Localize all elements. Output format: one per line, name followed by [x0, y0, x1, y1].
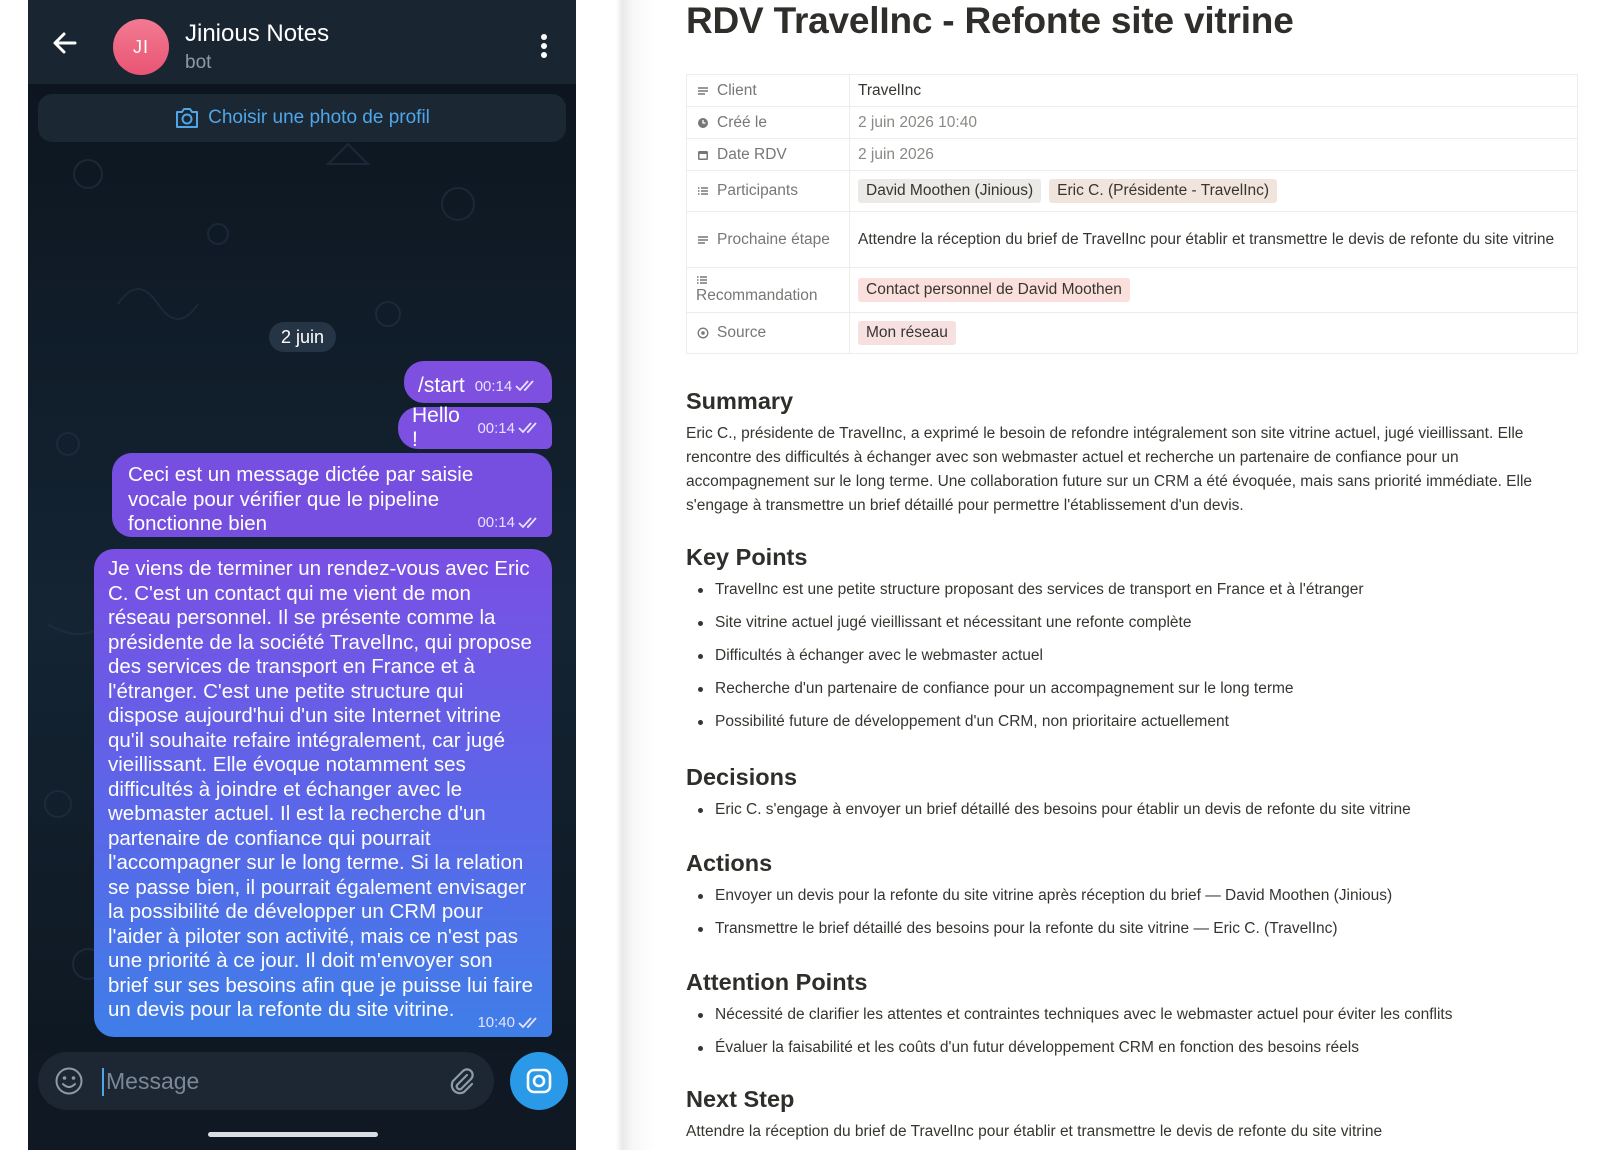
target-icon — [697, 327, 709, 339]
message-composer — [38, 1052, 494, 1110]
avatar-initials: JI — [132, 36, 149, 57]
message-input[interactable] — [106, 1064, 426, 1098]
paperclip-icon — [446, 1066, 478, 1098]
list-item: Difficultés à échanger avec le webmaster actuel — [686, 646, 1581, 666]
property-value[interactable]: Attendre la réception du brief de TravelInc pour établir et transmettre le devis de refonte du site vitrine — [858, 231, 1555, 248]
more-options-button[interactable] — [532, 30, 556, 62]
text-caret — [102, 1068, 104, 1096]
property-source[interactable] — [687, 313, 1577, 353]
message-text: Hello ! — [412, 404, 460, 451]
list-icon — [697, 186, 709, 196]
back-arrow-icon — [51, 29, 79, 57]
property-label: Créé le — [687, 107, 850, 138]
message-bubble[interactable] — [112, 453, 552, 537]
text-property-icon — [697, 235, 709, 245]
telegram-chat-window — [28, 0, 576, 1150]
section-heading-attention-points: Attention Points — [686, 969, 868, 995]
attach-button[interactable] — [446, 1066, 478, 1098]
avatar[interactable] — [113, 19, 169, 75]
property-client[interactable] — [687, 75, 1577, 107]
message-bubble[interactable] — [94, 549, 552, 1037]
property-value[interactable]: 2 juin 2026 — [858, 145, 934, 163]
message-bubble[interactable] — [404, 361, 552, 403]
list-item: Nécessité de clarifier les attentes et contraintes techniques avec le webmaster actuel pour éviter les conflits — [686, 1005, 1581, 1025]
list-icon — [696, 275, 708, 285]
double-check-icon — [518, 422, 540, 434]
section-heading-decisions: Decisions — [686, 764, 798, 790]
home-indicator — [208, 1132, 378, 1137]
message-text: /start — [418, 374, 465, 397]
camera-icon — [174, 107, 200, 129]
list-item: Recherche d'un partenaire de confiance pour un accompagnement sur le long terme — [686, 679, 1581, 699]
actions-list — [686, 886, 1581, 939]
participant-tag[interactable]: Eric C. (Présidente - TravelInc) — [1049, 179, 1277, 203]
list-item: Évaluer la faisabilité et les coûts d'un futur développement CRM en fonction des besoins réels — [686, 1038, 1581, 1058]
property-value[interactable] — [850, 171, 1577, 211]
section-heading-actions: Actions — [686, 850, 773, 876]
double-check-icon — [518, 1017, 540, 1029]
decisions-list — [686, 800, 1581, 820]
calendar-icon — [697, 149, 709, 161]
recommendation-tag[interactable]: Contact personnel de David Moothen — [858, 278, 1130, 302]
more-vertical-icon — [540, 33, 548, 59]
property-value[interactable] — [850, 313, 1577, 353]
date-chip: 2 juin — [269, 322, 336, 352]
message-text: Ceci est un message dictée par saisie vocale pour vérifier que le pipeline fonctionne bien — [128, 463, 474, 535]
attention-points-list — [686, 1005, 1581, 1058]
property-label: Prochaine étape — [687, 212, 850, 267]
choose-profile-photo-button[interactable] — [38, 94, 566, 142]
message-bubble[interactable] — [398, 404, 552, 451]
property-next-step[interactable] — [687, 212, 1577, 268]
camera-button[interactable] — [510, 1052, 568, 1110]
double-check-icon — [518, 517, 540, 529]
source-tag[interactable]: Mon réseau — [858, 321, 956, 345]
message-time: 00:14 — [477, 420, 540, 437]
list-item: Envoyer un devis pour la refonte du site vitrine après réception du brief — David Moothen (Jinious) — [686, 886, 1581, 906]
property-value[interactable]: TravelInc — [858, 81, 922, 99]
property-label: Date RDV — [687, 139, 850, 170]
message-time: 10:40 — [477, 1014, 540, 1031]
key-points-list — [686, 580, 1581, 732]
back-button[interactable] — [48, 26, 82, 60]
list-item: TravelInc est une petite structure proposant des services de transport en France et à l'étranger — [686, 580, 1581, 600]
property-value[interactable] — [850, 268, 1577, 312]
section-heading-key-points: Key Points — [686, 544, 808, 570]
properties-table — [686, 74, 1578, 354]
property-participants[interactable] — [687, 171, 1577, 212]
list-item: Transmettre le brief détaillé des besoins pour la refonte du site vitrine — Eric C. (TravelInc) — [686, 919, 1581, 939]
section-heading-next-step: Next Step — [686, 1086, 795, 1112]
text-property-icon — [697, 86, 709, 96]
next-step-text: Attendre la réception du brief de TravelInc pour établir et transmettre le devis de refonte du site vitrine — [686, 1123, 1383, 1140]
list-item: Possibilité future de développement d'un CRM, non prioritaire actuellement — [686, 712, 1581, 732]
message-text: Je viens de terminer un rendez-vous avec Eric C. C'est un contact qui me vient de mon réseau personnel. Il se présente comme la présidente de la société TravelInc, qui propose des services de transport en France et à l'étranger. C'est une petite structure qui dispose aujourd'hui d'un site Internet vitrine qu'il souhaite refaire intégralement, car jugé vieillissant. Elle évoque notamment ses difficultés à joindre et échanger avec le webmaster actuel. Il est la recherche d'un partenaire de confiance qui pourrait l'accompagner sur le long terme. Si la relation se passe bien, il pourrait également envisager la possibilité de développer un CRM pour l'aider à piloter son activité, mais ce n'est pas une priorité à ce jour. Il doit m'envoyer son brief sur ses besoins afin que je puisse lui faire un devis pour la refonte du site vitrine. — [108, 557, 534, 1021]
camera-icon — [524, 1066, 554, 1096]
emoji-icon — [54, 1066, 84, 1096]
panel-divider — [576, 0, 656, 1150]
property-value: 2 juin 2026 10:40 — [858, 113, 977, 131]
participant-tag[interactable]: David Moothen (Jinious) — [858, 179, 1041, 203]
property-recommendation[interactable] — [687, 268, 1577, 313]
emoji-button[interactable] — [54, 1066, 84, 1096]
property-created[interactable] — [687, 107, 1577, 139]
property-label: Participants — [687, 171, 850, 211]
meeting-notes-page — [686, 0, 1586, 1150]
message-time: 00:14 — [475, 378, 538, 395]
chat-subtitle: bot — [185, 52, 212, 73]
summary-text: Eric C., présidente de TravelInc, a exprimé le besoin de refondre intégralement son site vitrine actuel, jugé vieillissant. Elle rencontre des difficultés à échanger avec son webmaster actuel et recherche un partenaire de confiance pour un accompagnement sur le long terme. Une collaboration future sur un CRM a été évoquée, mais sans priorité immédiate. Elle s'engage à transmettre un brief détaillé pour permettre l'établissement d'un devis. — [686, 425, 1533, 514]
property-label: Recommandation — [687, 268, 850, 312]
page-title[interactable]: RDV TravelInc - Refonte site vitrine — [686, 0, 1294, 41]
property-date-rdv[interactable] — [687, 139, 1577, 171]
chat-title[interactable]: Jinious Notes — [185, 20, 330, 47]
list-item: Eric C. s'engage à envoyer un brief détaillé des besoins pour établir un devis de refonte du site vitrine — [686, 800, 1581, 820]
property-label: Source — [687, 313, 850, 353]
chat-header — [28, 0, 576, 84]
list-item: Site vitrine actuel jugé vieillissant et nécessitant une refonte complète — [686, 613, 1581, 633]
section-heading-summary: Summary — [686, 388, 794, 414]
property-label: Client — [687, 75, 850, 106]
double-check-icon — [515, 380, 537, 392]
clock-icon — [697, 117, 709, 129]
message-time: 00:14 — [477, 514, 540, 531]
choose-profile-photo-label: Choisir une photo de profil — [208, 107, 430, 128]
